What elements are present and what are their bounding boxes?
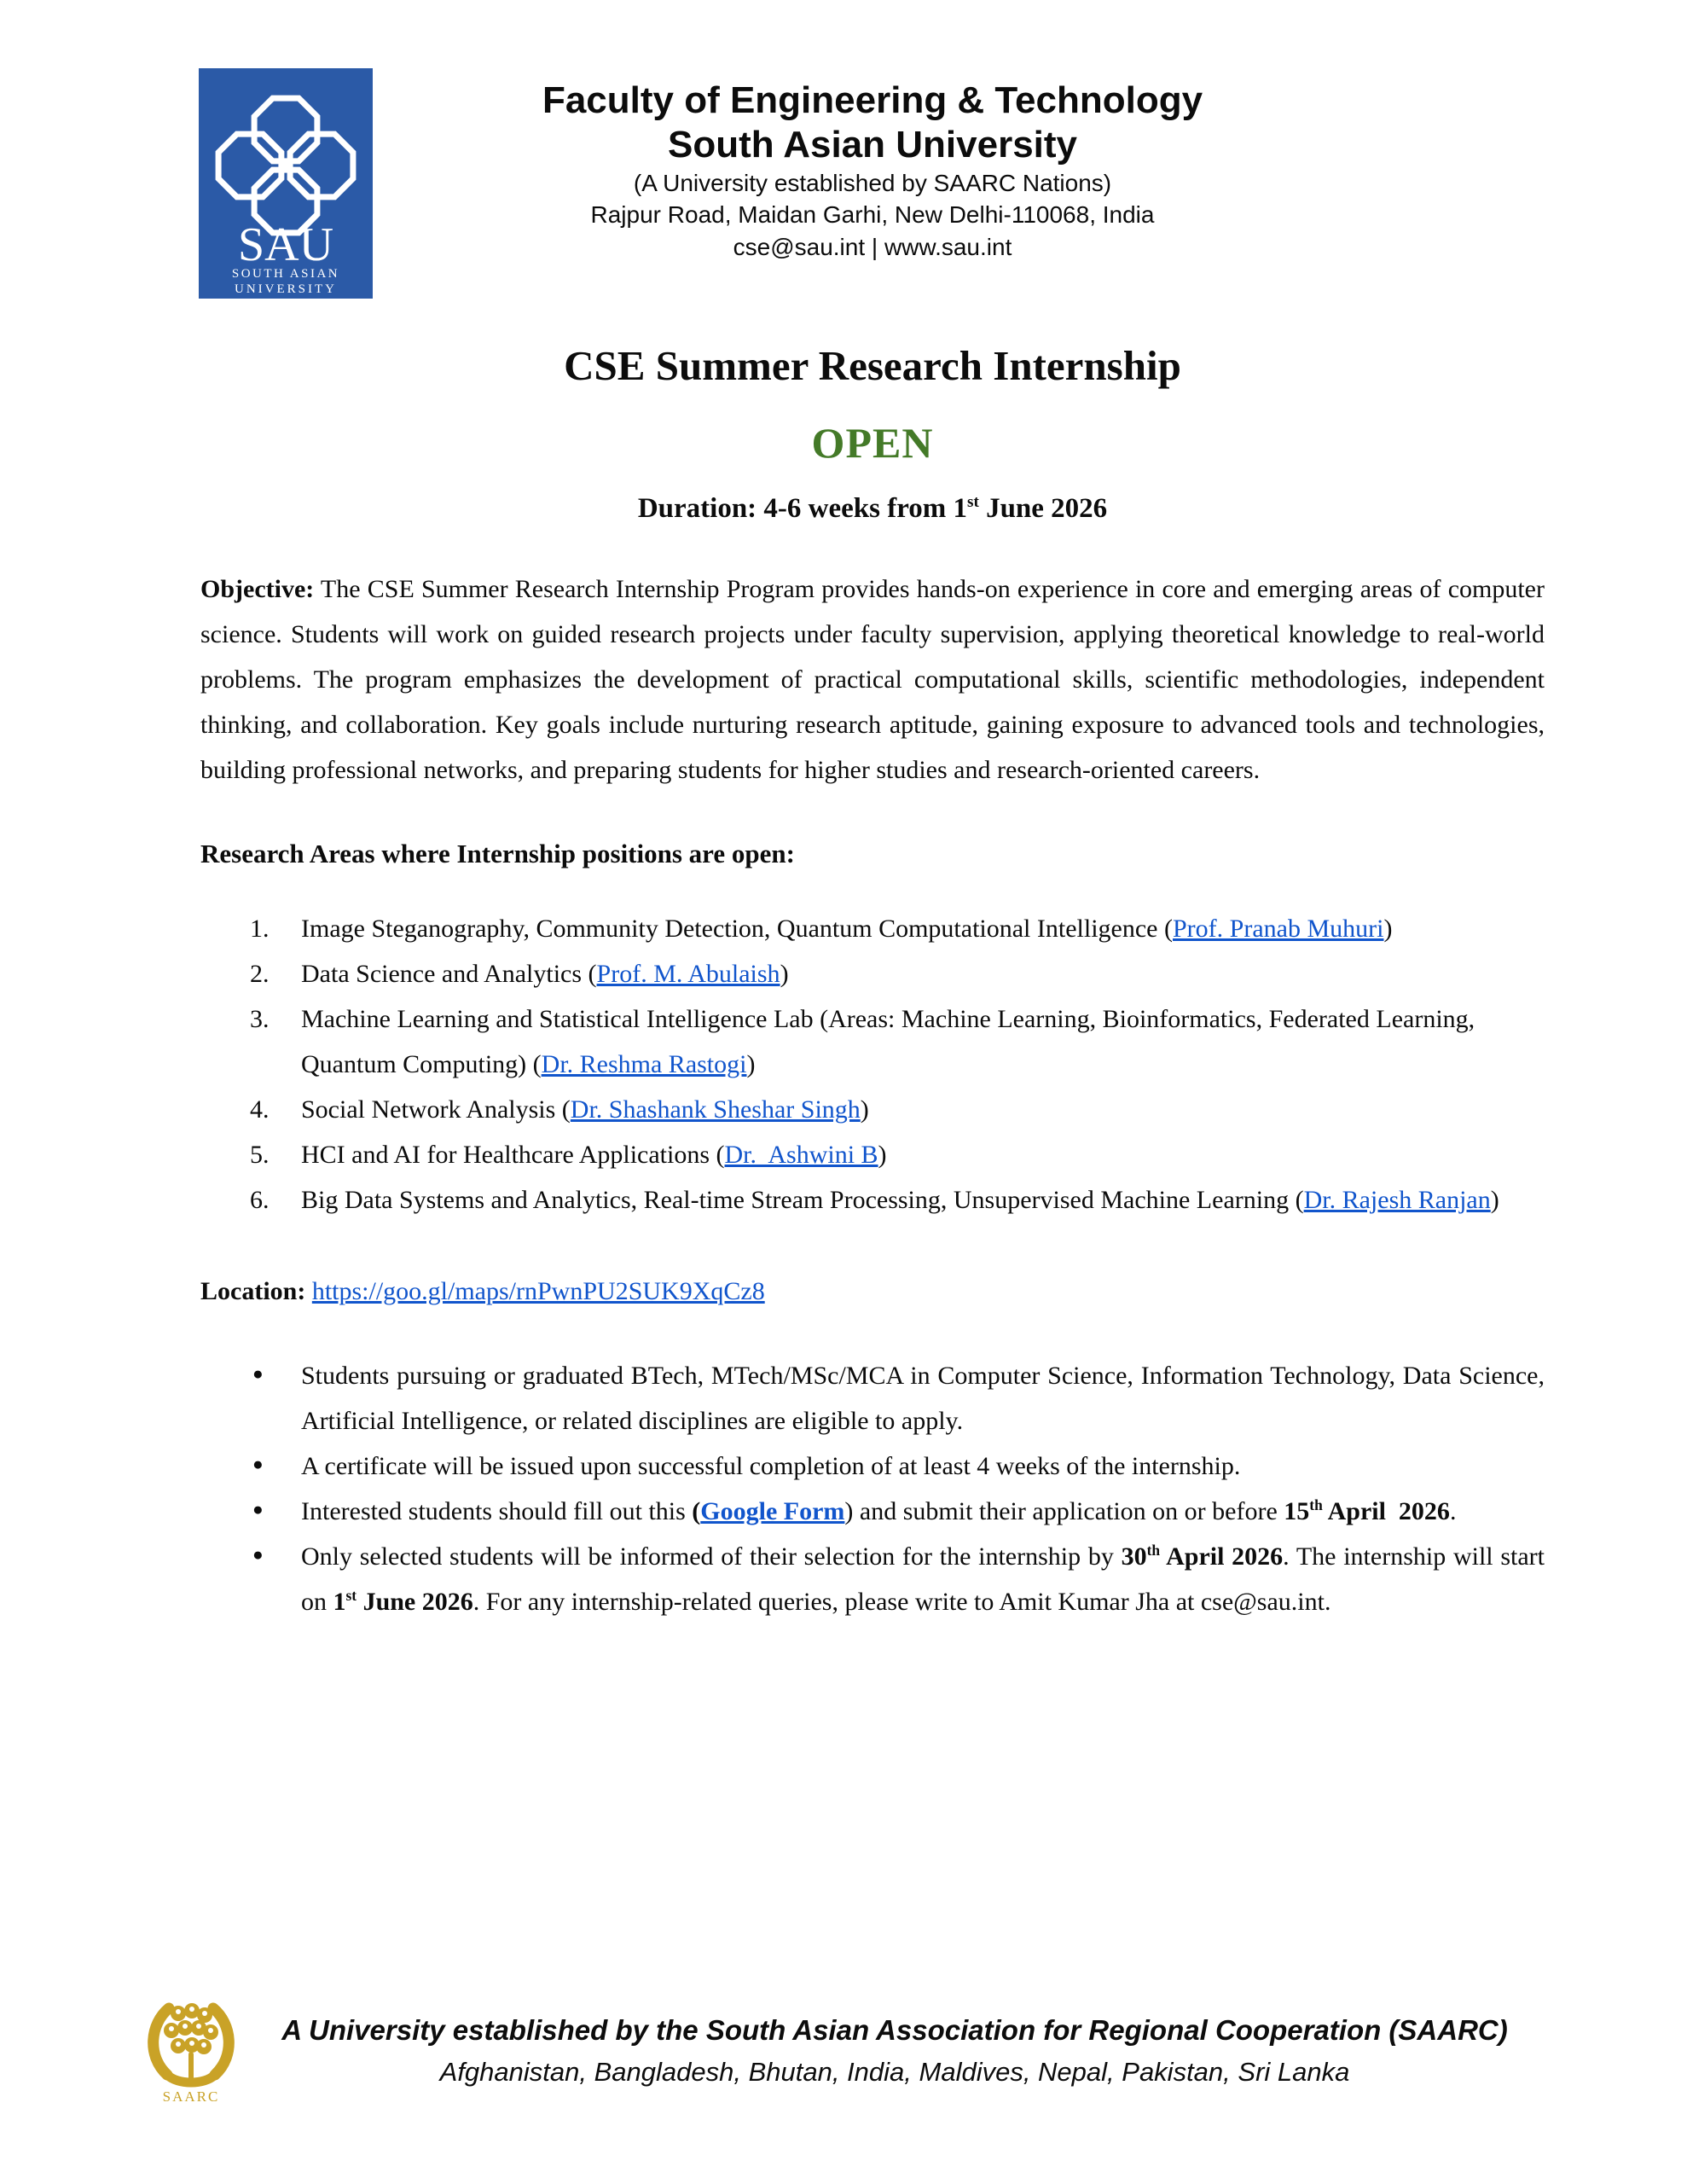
faculty-title: Faculty of Engineering & Technology xyxy=(542,79,1203,121)
list-number: 2. xyxy=(250,959,270,988)
bold-text: 15 xyxy=(1284,1496,1310,1525)
dr-shashank-sheshar-singh-link[interactable]: Dr. Shashank Sheshar Singh xyxy=(570,1095,861,1124)
bullet-marker: ● xyxy=(252,1543,264,1565)
svg-text:SOUTH ASIAN: SOUTH ASIAN xyxy=(231,267,340,281)
research-area-item-text: Image Steganography, Community Detection, Quantum Computational Intelligence (Prof. Pranab Muhuri) xyxy=(301,914,1393,943)
svg-text:SAU: SAU xyxy=(237,218,334,271)
saarc-logo xyxy=(143,1995,239,2111)
google-form-link[interactable]: Google Form xyxy=(700,1496,845,1525)
info-bullet-item xyxy=(252,1534,1545,1624)
info-bullet-item xyxy=(252,1353,1545,1443)
list-number: 1. xyxy=(250,914,270,943)
svg-text:SAARC: SAARC xyxy=(162,2088,220,2105)
bold-text: 30 xyxy=(1121,1542,1147,1571)
info-bullet-item-text: Only selected students will be informed of their selection for the internship by 30th April 2026. The internship will start on 1st June 2026. For any internship-related queries, please write to Amit Kumar Jha at cse@sau.int. xyxy=(301,1541,1545,1616)
svg-text:UNIVERSITY: UNIVERSITY xyxy=(235,282,337,296)
bold-text: April 2026 xyxy=(1160,1542,1284,1571)
research-area-item xyxy=(250,1132,1545,1177)
document-header xyxy=(200,67,1545,300)
footer-countries-line: Afghanistan, Bangladesh, Bhutan, India, Maldives, Nepal, Pakistan, Sri Lanka xyxy=(439,2057,1350,2088)
research-area-item-text: Social Network Analysis (Dr. Shashank Sheshar Singh) xyxy=(301,1095,869,1124)
list-number: 4. xyxy=(250,1095,270,1124)
research-area-item xyxy=(250,1087,1545,1132)
superscript-text: st xyxy=(967,492,979,511)
info-bullet-item-text: A certificate will be issued upon successful completion of at least 4 weeks of the internship. xyxy=(301,1451,1241,1480)
info-bullet-item xyxy=(252,1489,1545,1534)
research-area-item xyxy=(250,906,1545,951)
research-areas-list xyxy=(200,906,1545,1223)
https-goo-gl-maps-rnpwnpu2suk9xqcz8-link[interactable]: https://goo.gl/maps/rnPwnPU2SUK9XqCz8 xyxy=(311,1276,765,1305)
info-bullet-item xyxy=(252,1443,1545,1489)
contact-line: cse@sau.int | www.sau.int xyxy=(733,233,1012,260)
dr-rajesh-ranjan-link[interactable]: Dr. Rajesh Ranjan xyxy=(1303,1185,1491,1214)
prof-m-abulaish-link[interactable]: Prof. M. Abulaish xyxy=(596,959,780,988)
research-area-item-text: Data Science and Analytics (Prof. M. Abulaish) xyxy=(301,959,789,988)
dr-reshma-rastogi-link[interactable]: Dr. Reshma Rastogi xyxy=(541,1049,747,1078)
bold-text: April 2026 xyxy=(1322,1496,1450,1525)
bullet-marker: ● xyxy=(252,1362,264,1384)
bold-text: Objective: xyxy=(200,575,315,604)
prof-pranab-muhuri-link[interactable]: Prof. Pranab Muhuri xyxy=(1172,914,1384,943)
info-bullet-item-text: Interested students should fill out this (Google Form) and submit their application on or before 15th April 2026. xyxy=(301,1496,1457,1525)
list-number: 5. xyxy=(250,1140,270,1169)
dr-ashwini-b-link[interactable]: Dr. Ashwini B xyxy=(724,1140,878,1169)
establishment-note: (A University established by SAARC Nations) xyxy=(633,169,1112,196)
research-area-item xyxy=(250,951,1545,996)
superscript-text: th xyxy=(1309,1496,1323,1513)
university-name: South Asian University xyxy=(667,123,1078,166)
document-footer xyxy=(143,1995,1551,2111)
university-address: Rajpur Road, Maidan Garhi, New Delhi-110068, India xyxy=(590,201,1155,229)
research-area-item-text: Machine Learning and Statistical Intelligence Lab (Areas: Machine Learning, Bioinformatics, Federated Learning, Quantum Computing) (Dr. Reshma Rastogi) xyxy=(301,1004,1475,1078)
sau-logo-icon xyxy=(199,68,373,299)
research-areas-heading: Research Areas where Internship positions are open: xyxy=(200,839,795,869)
objective-paragraph: Objective: The CSE Summer Research Internship Program provides hands-on experience in core and emerging areas of computer science. Students will work on guided research projects under faculty supervision, applying theoretical knowledge to real-world problems. The program emphasizes the development of practical computational skills, scientific methodologies, independent thinking, and collaboration. Key goals include nurturing research aptitude, gaining exposure to advanced tools and technologies, building professional networks, and preparing students for higher studies and research-oriented careers. xyxy=(200,575,1545,785)
research-area-item xyxy=(250,996,1545,1087)
bold-text: Location: xyxy=(200,1276,312,1305)
superscript-text: st xyxy=(345,1586,357,1604)
header-text-block xyxy=(200,67,1545,263)
saarc-logo-icon xyxy=(143,1995,239,2107)
sau-logo xyxy=(199,68,373,299)
superscript-text: th xyxy=(1146,1541,1161,1559)
footer-establishment-line: A University established by the South Asian Association for Regional Cooperation (SAARC) xyxy=(281,2014,1508,2046)
list-number: 3. xyxy=(250,1004,270,1033)
duration-line: Duration: 4-6 weeks from 1st June 2026 xyxy=(637,492,1108,524)
location-line xyxy=(200,1269,1545,1314)
bold-text: 1 xyxy=(333,1587,346,1616)
page-title: CSE Summer Research Internship xyxy=(564,342,1181,389)
bullet-marker: ● xyxy=(252,1453,264,1474)
research-area-item-text: HCI and AI for Healthcare Applications (Dr. Ashwini B) xyxy=(301,1140,887,1169)
footer-text-block xyxy=(239,1995,1551,2093)
research-area-item xyxy=(250,1177,1545,1223)
info-bullets-list xyxy=(200,1353,1545,1624)
research-area-item-text: Big Data Systems and Analytics, Real-time Stream Processing, Unsupervised Machine Learning (Dr. Rajesh Ranjan) xyxy=(301,1185,1499,1214)
status-badge: OPEN xyxy=(811,418,934,467)
bold-text: June 2026 xyxy=(357,1587,473,1616)
info-bullet-item-text: Students pursuing or graduated BTech, MTech/MSc/MCA in Computer Science, Information Technology, Data Science, Artificial Intelligence, or related disciplines are eligible to apply. xyxy=(301,1361,1545,1435)
bold-text: ( xyxy=(692,1496,701,1525)
bullet-marker: ● xyxy=(252,1498,264,1519)
list-number: 6. xyxy=(250,1185,270,1214)
